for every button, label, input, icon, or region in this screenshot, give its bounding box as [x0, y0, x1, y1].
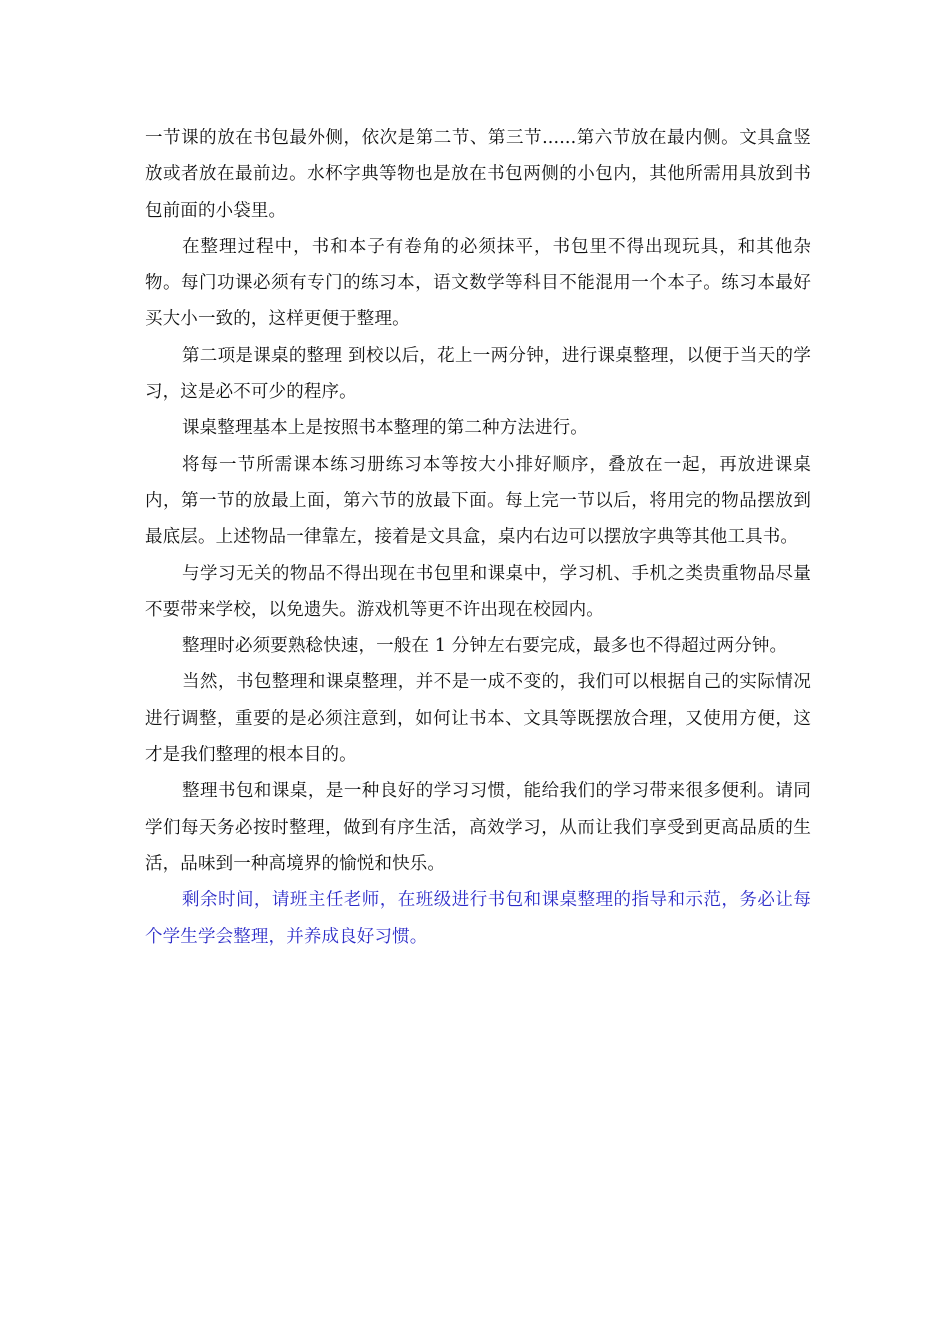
paragraph-1: 一节课的放在书包最外侧，依次是第二节、第三节......第六节放在最内侧。文具盒竖放或者放在最前边。水杯字典等物也是放在书包两侧的小包内，其他所需用具放到书包前面的小袋里。 — [145, 128, 811, 221]
paragraph-3: 第二项是课桌的整理 到校以后，花上一两分钟，进行课桌整理，以便于当天的学习，这是必不可少的程序。 — [145, 345, 811, 403]
document-body — [145, 120, 811, 955]
paragraph-5: 将每一节所需课本练习册练习本等按大小排好顺序，叠放在一起，再放进课桌内，第一节的放最上面，第六节的放最下面。每上完一节以后，将用完的物品摆放到最底层。上述物品一律靠左，接着是文具盒，桌内右边可以摆放字典等其他工具书。 — [145, 454, 811, 548]
paragraph-6: 与学习无关的物品不得出现在书包里和课桌中，学习机、手机之类贵重物品尽量不要带来学校，以免遗失。游戏机等更不许出现在校园内。 — [145, 563, 811, 620]
paragraph-2: 在整理过程中，书和本子有卷角的必须抹平，书包里不得出现玩具，和其他杂物。每门功课必须有专门的练习本，语文数学等科目不能混用一个本子。练习本最好买大小一致的，这样更便于整理。 — [145, 236, 811, 330]
paragraph-7: 整理时必须要熟稔快速，一般在 1 分钟左右要完成，最多也不得超过两分钟。 — [182, 636, 788, 657]
paragraph-10-teacher-instruction: 剩余时间，请班主任老师，在班级进行书包和课桌整理的指导和示范，务必让每个学生学会整理，并养成良好习惯。 — [145, 890, 811, 947]
paragraph-4: 课桌整理基本上是按照书本整理的第二种方法进行。 — [182, 418, 588, 439]
paragraph-9: 整理书包和课桌，是一种良好的学习习惯，能给我们的学习带来很多便利。请同学们每天务必按时整理，做到有序生活，高效学习，从而让我们享受到更高品质的生活，品味到一种高境界的愉悦和快乐。 — [145, 781, 811, 874]
paragraph-8: 当然，书包整理和课桌整理，并不是一成不变的，我们可以根据自己的实际情况进行调整，重要的是必须注意到，如何让书本、文具等既摆放合理，又使用方便，这才是我们整理的根本目的。 — [145, 672, 811, 766]
